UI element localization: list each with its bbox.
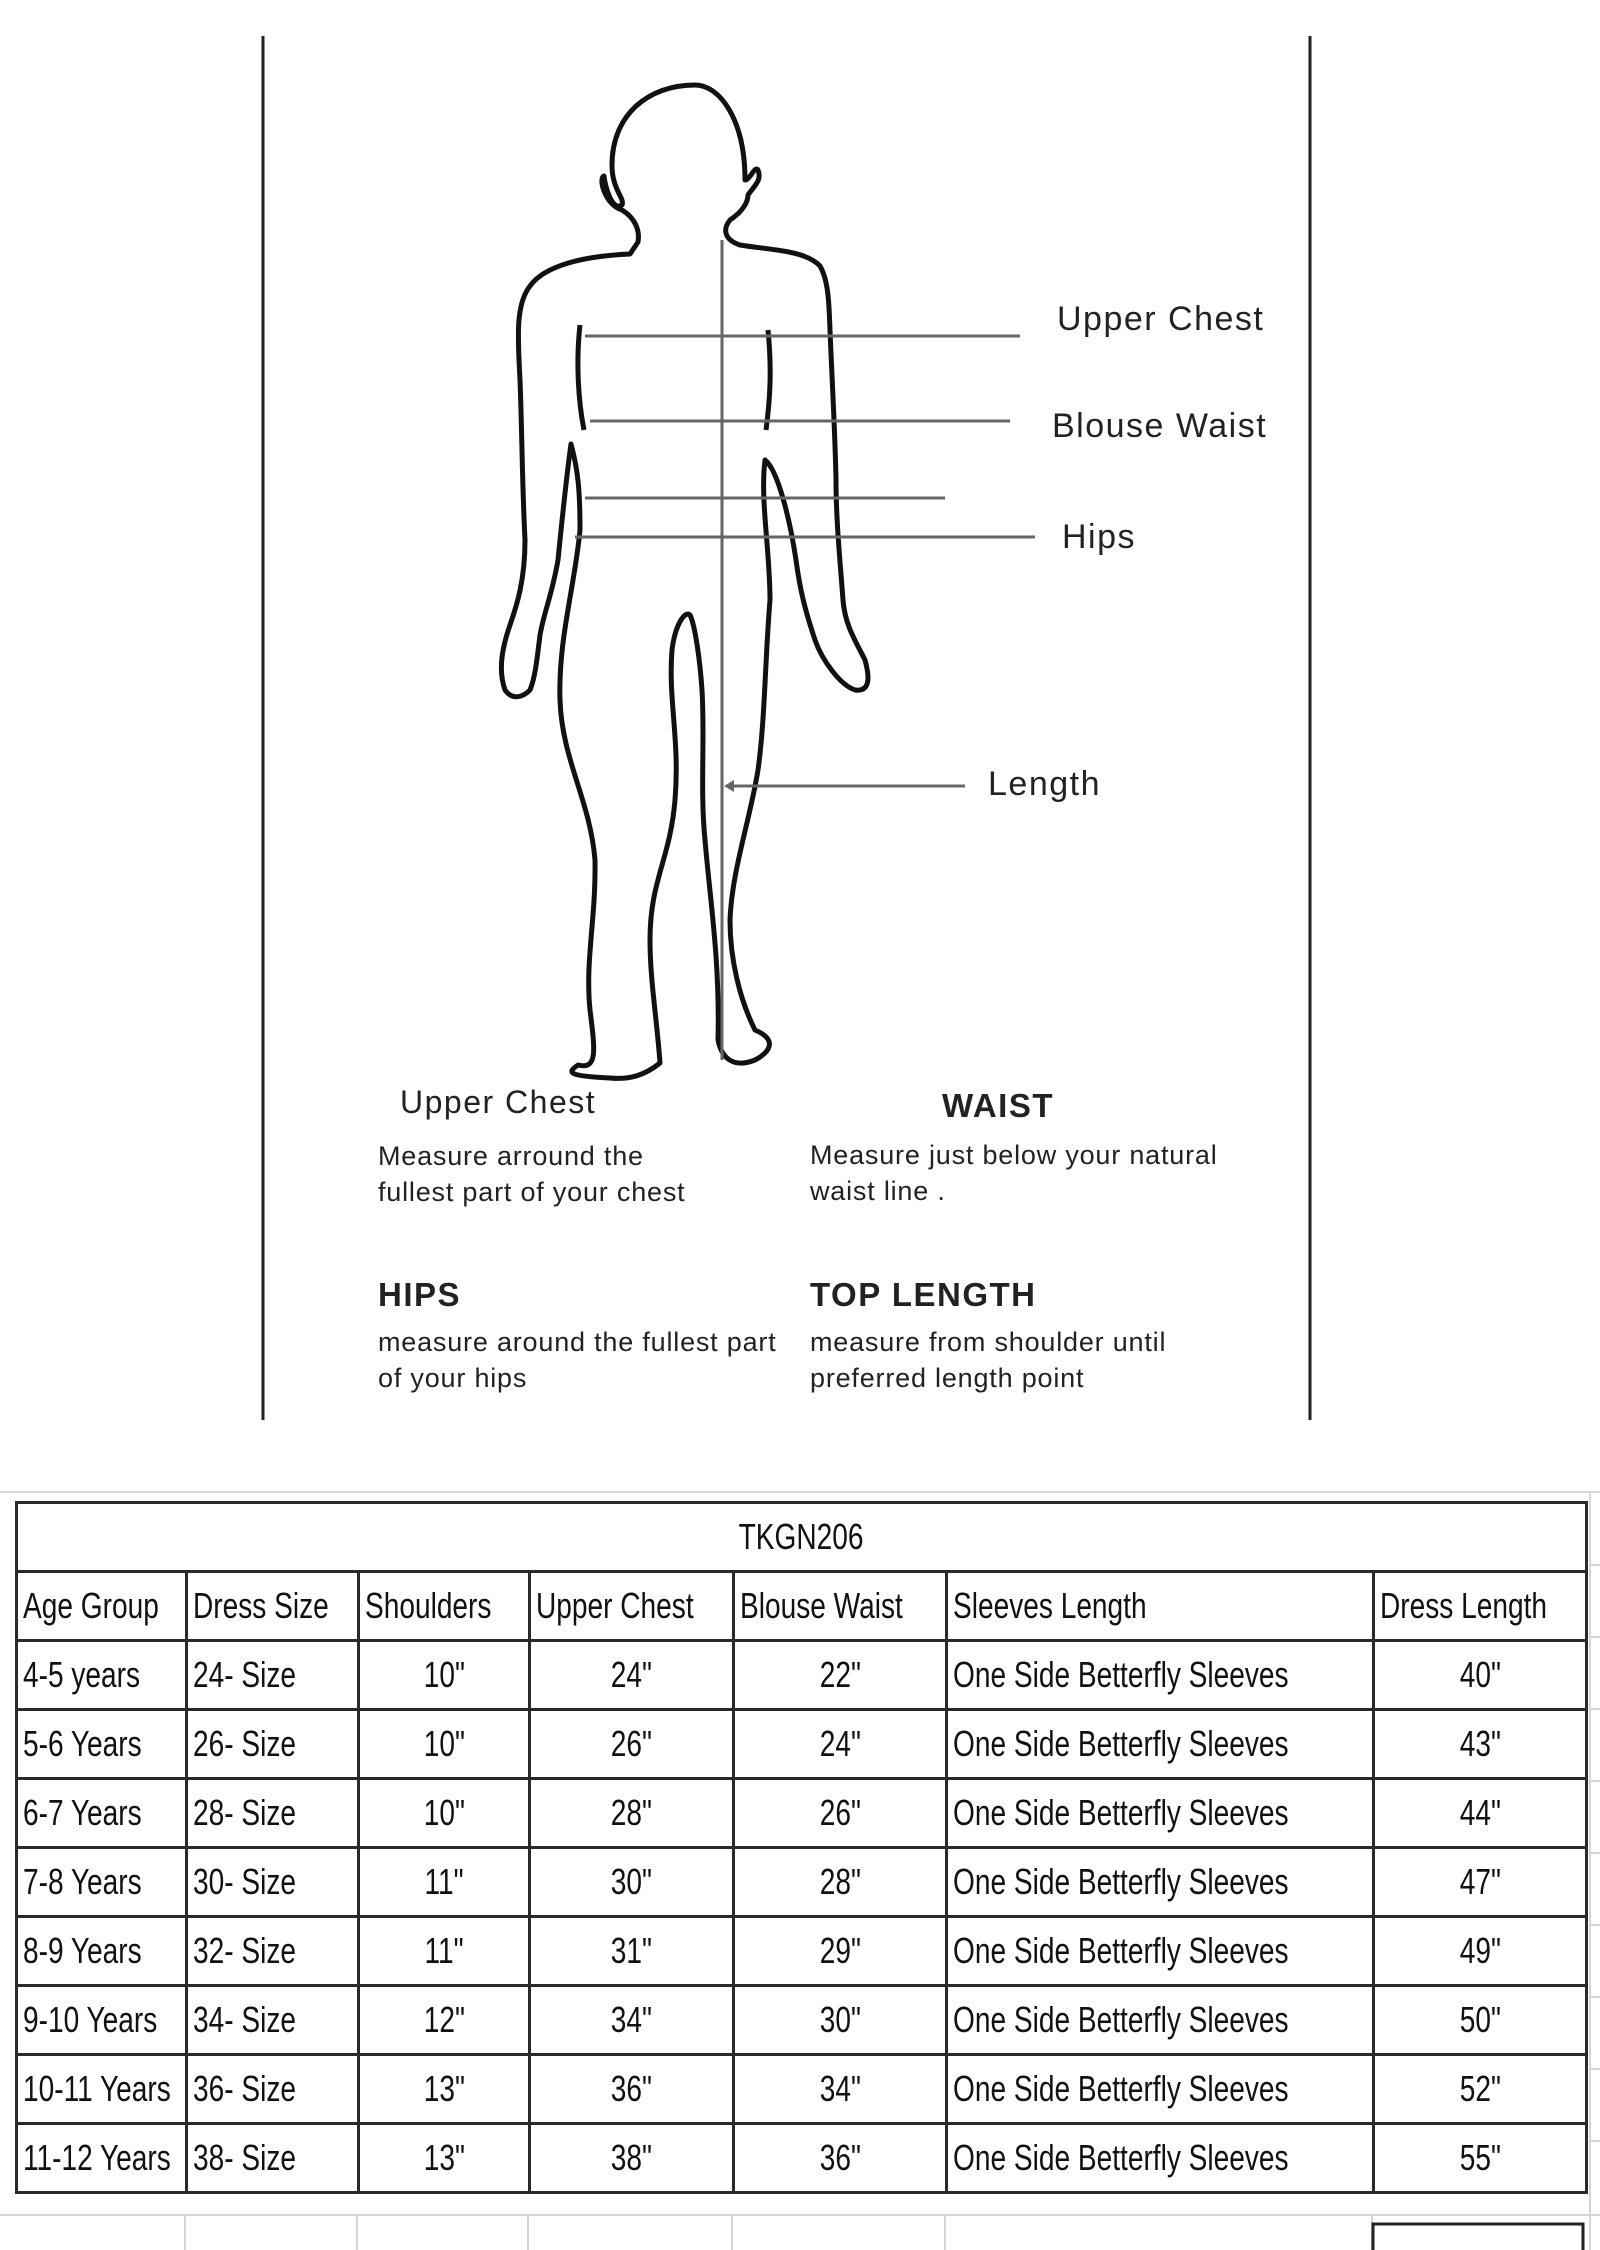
cell-dress-length: [1374, 1848, 1587, 1917]
cell-value: 38- Size: [193, 2137, 297, 2178]
cell-dress-length: [1374, 1779, 1587, 1848]
cell-sleeves-length: [947, 1779, 1374, 1848]
cell-value: 34": [610, 1999, 653, 2040]
cell-value: 36": [610, 2068, 653, 2109]
cell-value: 55": [1459, 2137, 1501, 2178]
cell-blouse-waist: [734, 1710, 947, 1779]
cell-value: 12": [423, 1999, 465, 2040]
cell-upper-chest: [530, 1779, 734, 1848]
cell-value: 52": [1459, 2068, 1501, 2109]
cell-dress-size: [187, 2055, 359, 2124]
header-shoulders: Shoulders: [359, 1572, 530, 1641]
cell-upper-chest: [530, 2055, 734, 2124]
instruction-upper-chest-heading: Upper Chest: [400, 1084, 597, 1120]
cell-value: 10": [423, 1654, 465, 1695]
cell-value: 9-10 Years: [23, 1999, 158, 2040]
table-row: [17, 1848, 1587, 1917]
cell-value: 10": [423, 1792, 465, 1833]
instruction-top-length-heading: TOP LENGTH: [810, 1276, 1037, 1313]
table-row: [17, 1710, 1587, 1779]
table-row: [17, 2124, 1587, 2193]
callout-length: Length: [988, 765, 1101, 803]
cell-value: 22": [819, 1654, 861, 1695]
cell-age-group: [17, 1641, 187, 1710]
table-title-row: [17, 1503, 1587, 1572]
cell-upper-chest: [530, 1986, 734, 2055]
cell-dress-length: [1374, 1917, 1587, 1986]
cell-value: 28": [610, 1792, 653, 1833]
cell-dress-size: [187, 1917, 359, 1986]
cell-value: 30- Size: [193, 1861, 297, 1902]
cell-value: One Side Betterfly Sleeves: [953, 1654, 1289, 1695]
cell-value: 24": [819, 1723, 861, 1764]
cell-value: 6-7 Years: [23, 1792, 142, 1833]
cell-blouse-waist: [734, 1917, 947, 1986]
cell-value: 13": [423, 2137, 465, 2178]
cell-upper-chest: [530, 1917, 734, 1986]
cell-value: One Side Betterfly Sleeves: [953, 1930, 1289, 1971]
cell-value: 13": [423, 2068, 465, 2109]
cell-value: One Side Betterfly Sleeves: [953, 1792, 1289, 1833]
cell-shoulders: [359, 1848, 530, 1917]
cell-value: 30": [610, 1861, 653, 1902]
table-title-cell: [17, 1503, 1587, 1572]
header-sleeves-length: Sleeves Length: [947, 1572, 1374, 1641]
cell-value: 32- Size: [193, 1930, 297, 1971]
header-dress-length: Dress Length: [1374, 1572, 1587, 1641]
header-dress-size: Dress Size: [187, 1572, 359, 1641]
table-row: [17, 2055, 1587, 2124]
instruction-upper-chest-text: Measure arround the fullest part of your chest: [378, 1141, 686, 1207]
header-age-group: Age Group: [17, 1572, 187, 1641]
right-arm-detail: [766, 330, 770, 430]
instruction-hips-text: measure around the fullest part of your hips: [378, 1327, 777, 1393]
cell-shoulders: [359, 1641, 530, 1710]
cell-value: 30": [819, 1999, 861, 2040]
cell-dress-length: [1374, 1641, 1587, 1710]
cell-value: One Side Betterfly Sleeves: [953, 1999, 1289, 2040]
cell-dress-size: [187, 1641, 359, 1710]
cell-sleeves-length: [947, 2055, 1374, 2124]
cell-age-group: [17, 1710, 187, 1779]
cell-value: One Side Betterfly Sleeves: [953, 1861, 1289, 1902]
cell-upper-chest: [530, 1641, 734, 1710]
cell-value: 8-9 Years: [23, 1930, 142, 1971]
cell-age-group: [17, 1848, 187, 1917]
cell-dress-size: [187, 1986, 359, 2055]
cell-sleeves-length: [947, 1986, 1374, 2055]
cell-shoulders: [359, 2124, 530, 2193]
table-row: [17, 1779, 1587, 1848]
cell-sleeves-length: [947, 1917, 1374, 1986]
cell-value: 26- Size: [193, 1723, 297, 1764]
cell-blouse-waist: [734, 1779, 947, 1848]
table-title: TKGN206: [739, 1516, 864, 1557]
cell-value: One Side Betterfly Sleeves: [953, 2068, 1289, 2109]
header-upper-chest: Upper Chest: [530, 1572, 734, 1641]
cell-sleeves-length: [947, 1710, 1374, 1779]
cell-value: 38": [610, 2137, 653, 2178]
cell-value: 31": [610, 1930, 653, 1971]
cell-value: 10": [423, 1723, 465, 1764]
cell-value: 34- Size: [193, 1999, 297, 2040]
cell-age-group: [17, 2055, 187, 2124]
instruction-waist-text: Measure just below your natural waist line .: [810, 1140, 1218, 1206]
cell-age-group: [17, 1917, 187, 1986]
cell-shoulders: [359, 1917, 530, 1986]
cell-age-group: [17, 1779, 187, 1848]
cell-dress-length: [1374, 1710, 1587, 1779]
cell-value: 10-11 Years: [23, 2068, 171, 2109]
cell-upper-chest: [530, 1710, 734, 1779]
callout-upper-chest: Upper Chest: [1057, 300, 1265, 338]
cell-value: 36- Size: [193, 2068, 297, 2109]
cell-dress-size: [187, 1710, 359, 1779]
cell-value: 43": [1459, 1723, 1501, 1764]
table-row: [17, 1986, 1587, 2055]
cell-value: 50": [1459, 1999, 1501, 2040]
cell-value: 7-8 Years: [23, 1861, 142, 1902]
cell-value: 36": [819, 2137, 861, 2178]
cell-value: One Side Betterfly Sleeves: [953, 2137, 1289, 2178]
callout-blouse-waist: Blouse Waist: [1052, 407, 1268, 445]
cell-shoulders: [359, 1779, 530, 1848]
cell-value: 4-5 years: [23, 1654, 141, 1695]
header-blouse-waist: Blouse Waist: [734, 1572, 947, 1641]
cell-dress-length: [1374, 2124, 1587, 2193]
table-row: [17, 1641, 1587, 1710]
cell-value: 26": [819, 1792, 861, 1833]
callout-hips: Hips: [1062, 518, 1137, 556]
cell-sleeves-length: [947, 2124, 1374, 2193]
cell-value: 34": [819, 2068, 861, 2109]
cell-dress-size: [187, 1779, 359, 1848]
cell-value: 11": [424, 1930, 464, 1971]
table-row: [17, 1917, 1587, 1986]
cell-blouse-waist: [734, 1986, 947, 2055]
cell-blouse-waist: [734, 2055, 947, 2124]
cell-value: 26": [610, 1723, 653, 1764]
cell-value: 5-6 Years: [23, 1723, 142, 1764]
instruction-top-length-text: measure from shoulder until preferred length point: [810, 1327, 1167, 1393]
cell-value: 44": [1459, 1792, 1501, 1833]
cell-age-group: [17, 2124, 187, 2193]
instruction-hips-heading: HIPS: [378, 1276, 462, 1313]
cell-blouse-waist: [734, 1641, 947, 1710]
cell-sleeves-length: [947, 1848, 1374, 1917]
table-header-row: [17, 1572, 1587, 1641]
cell-value: 11": [424, 1861, 464, 1902]
cell-dress-length: [1374, 2055, 1587, 2124]
cell-value: 24- Size: [193, 1654, 297, 1695]
cell-dress-size: [187, 1848, 359, 1917]
left-arm-detail: [578, 325, 584, 430]
cell-value: 29": [819, 1930, 861, 1971]
cell-shoulders: [359, 1710, 530, 1779]
cell-shoulders: [359, 1986, 530, 2055]
cell-blouse-waist: [734, 2124, 947, 2193]
cell-age-group: [17, 1986, 187, 2055]
cell-upper-chest: [530, 1848, 734, 1917]
cell-value: 28- Size: [193, 1792, 297, 1833]
cell-value: 24": [610, 1654, 653, 1695]
cell-dress-size: [187, 2124, 359, 2193]
cell-blouse-waist: [734, 1848, 947, 1917]
cell-value: 28": [819, 1861, 861, 1902]
length-arrow-head: [724, 780, 734, 792]
cell-value: One Side Betterfly Sleeves: [953, 1723, 1289, 1764]
cell-upper-chest: [530, 2124, 734, 2193]
cell-dress-length: [1374, 1986, 1587, 2055]
body-silhouette: [501, 85, 868, 1078]
cell-value: 47": [1459, 1861, 1501, 1902]
cell-value: 11-12 Years: [23, 2137, 171, 2178]
instruction-waist-heading: WAIST: [942, 1087, 1054, 1124]
cell-value: 49": [1459, 1930, 1501, 1971]
size-chart-table: [15, 1501, 1588, 2194]
cell-sleeves-length: [947, 1641, 1374, 1710]
cell-value: 40": [1459, 1654, 1501, 1695]
cell-shoulders: [359, 2055, 530, 2124]
